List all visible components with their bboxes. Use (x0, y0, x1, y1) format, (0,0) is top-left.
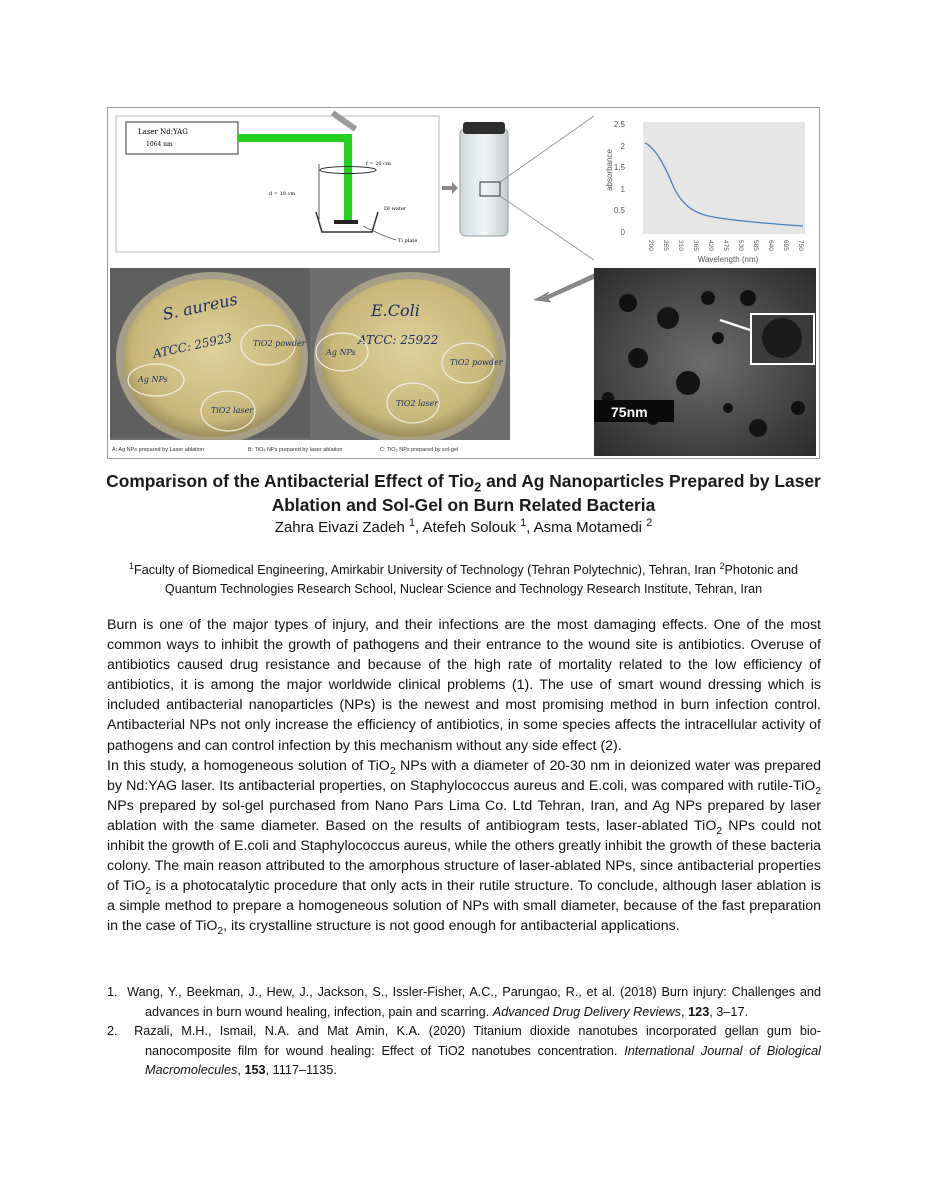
y-tick: 1.5 (613, 163, 625, 172)
caption-c: C: TiO₂ NPs prepared by sol-gel (380, 447, 459, 453)
x-tick: 640 (767, 240, 774, 251)
focal-length-label: f = 20 cm (366, 161, 391, 167)
dish-right-ag-label: Ag NPs (326, 348, 356, 357)
paragraph-1: Burn is one of the major types of injury, and their infections are the most damaging effects. One of the most common ways to inhibit the growth of pathogens and their entrance to the wound site is antibiotics. Overuse of antibiotics caused drug resistance and because of the high rate of mortality related to the low efficiency of antibiotics, it is among the major worldwide clinical problems (1). The use of smart wound dressing which is included antibacterial nanoparticles (NPs) is the newest and most promising method in burn infection control. Antibacterial NPs not only increase the efficiency of antibiotics, in some species affects the intracellular activity of pathogens and can control infection by this mechanism without any side effect (2). (107, 617, 821, 754)
petri-dish-photo (110, 268, 510, 456)
y-tick: 0.5 (613, 206, 625, 215)
dish-right-atcc: ATCC: 25922 (358, 333, 439, 347)
dish-left-organism: S. aureus (160, 289, 240, 324)
affiliation-2-marker: 2 (719, 560, 725, 571)
x-tick: 365 (692, 240, 699, 251)
y-tick: 0 (620, 228, 625, 237)
title-subscript: 2 (474, 480, 482, 495)
y-tick: 1 (620, 185, 625, 194)
x-tick: 530 (737, 240, 744, 251)
x-tick: 695 (782, 240, 789, 251)
caption-b: B: TiO₂ NPs prepared by laser ablation (248, 447, 343, 453)
author-1: Zahra Eivazi Zadeh (274, 519, 410, 536)
nanoparticle-solution-jar (460, 122, 508, 236)
affiliation-2: Photonic and Quantum Technologies Research School, Nuclear Science and Technology Research Institute, Tehran, Iran (164, 563, 799, 596)
title-part2: and Ag Nanoparticles Prepared by Laser Ablation and Sol-Gel on Burn Related Bacteria (271, 471, 821, 515)
dish-left-ag-label: Ag NPs (138, 375, 168, 384)
absorbance-spectrum-chart (594, 116, 812, 266)
affiliation-1-marker: 1 (128, 560, 135, 571)
abstract-body (107, 615, 821, 937)
author-2-affiliation: 1 (520, 517, 527, 529)
references (107, 983, 821, 1081)
x-tick: 420 (707, 240, 714, 251)
dish-left-atcc: ATCC: 25923 (151, 330, 234, 361)
dish-right-tio2-laser-label: TiO2 laser (396, 399, 439, 408)
dish-left-tio2-powder-label: TiO2 powder (253, 339, 306, 348)
author-list (100, 518, 827, 538)
author-3: , Asma Motamedi (526, 519, 647, 536)
x-tick: 750 (797, 240, 804, 251)
dish-right-organism: E.Coli (371, 301, 420, 320)
x-tick: 310 (677, 240, 684, 251)
arrow-icon (442, 182, 458, 194)
author-3-affiliation: 2 (646, 517, 653, 529)
arrow-icon (534, 272, 600, 302)
reference-2: 2. Razali, M.H., Ismail, N.A. and Mat Amin, K.A. (2020) Titanium dioxide nanotubes incorporated gellan gum bio-nanocomposite film for wound healing: Effect of TiO2 nanotubes concentration. International Journal of Biological Macromolecules, 153, 1117–1135. (107, 1024, 822, 1077)
dish-left-tio2-laser-label: TiO2 laser (211, 406, 254, 415)
tem-micrograph (594, 268, 816, 456)
x-tick: 475 (722, 240, 729, 251)
dish-right-tio2-powder-label: TiO2 powder (450, 358, 503, 367)
paragraph-2: In this study, a homogeneous solution of TiO$_2$ NPs with a diameter of 20-30 nm in deionized water was prepared by Nd:YAG laser. Its antibacterial properties, on Staphylococcus aureus and E.coli, was compared with rutile-TiO$_2$ NPs prepared by sol-gel purchased from Nano Pars Lima Co. Ltd Tehran, Iran, and Ag NPs prepared by laser ablation with the same diameter. Based on the results of antibiogram tests, laser-ablated TiO$_2$ NPs could not inhibit the growth of E.coli and Staphylococcus aureus, while the others greatly inhibit the growth of these bacteria colony. The main reason attributed to the amorphous structure of laser-ablated NPs, since antibacterial properties of TiO$_2$ is a photocatalytic procedure that only acts in their rutile structure. To conclude, although laser ablation is a simple method to prepare a homogeneous solution of NPs with small diameter, because of the fast preparation in the case of TiO$_2$, its crystalline structure is not good enough for antibacterial applications. (107, 757, 821, 938)
author-1-affiliation: 1 (409, 517, 416, 529)
graphical-abstract-figure (107, 107, 820, 459)
y-tick: 2 (620, 142, 625, 151)
laser-setup-diagram (116, 111, 439, 252)
tem-scale-bar: 75nm (611, 404, 648, 420)
affiliations (110, 561, 817, 599)
water-label: DI water (384, 206, 407, 212)
author-2: , Atefeh Solouk (415, 519, 521, 536)
y-axis-label: absorbance (605, 149, 614, 191)
plot-area (643, 122, 805, 234)
laser-label: Laser Nd:YAG (138, 128, 188, 136)
x-axis-label: Wavelength (nm) (697, 255, 759, 264)
title-part1: Comparison of the Antibacterial Effect of Tio (106, 471, 475, 491)
x-tick: 255 (662, 240, 669, 251)
distance-label: d = 10 cm (269, 191, 296, 197)
y-tick: 2.5 (613, 120, 625, 129)
laser-wavelength: 1064 nm (146, 141, 173, 148)
x-tick: 585 (752, 240, 759, 251)
plate-label: Ti plate (398, 238, 418, 244)
paper-title (100, 469, 827, 517)
affiliation-1: Faculty of Biomedical Engineering, Amirkabir University of Technology (Tehran Polytechnic), Tehran, Iran (134, 563, 720, 577)
caption-a: A: Ag NPs prepared by Laser ablation (112, 447, 205, 453)
reference-1: 1. Wang, Y., Beekman, J., Hew, J., Jackson, S., Issler-Fisher, A.C., Parungao, R., et al. (2018) Burn injury: Challenges and advances in burn wound healing, infection, pain and scarring. Advanced Drug Delivery Reviews, 123, 3–17. (107, 985, 821, 1019)
x-tick: 200 (647, 240, 654, 251)
